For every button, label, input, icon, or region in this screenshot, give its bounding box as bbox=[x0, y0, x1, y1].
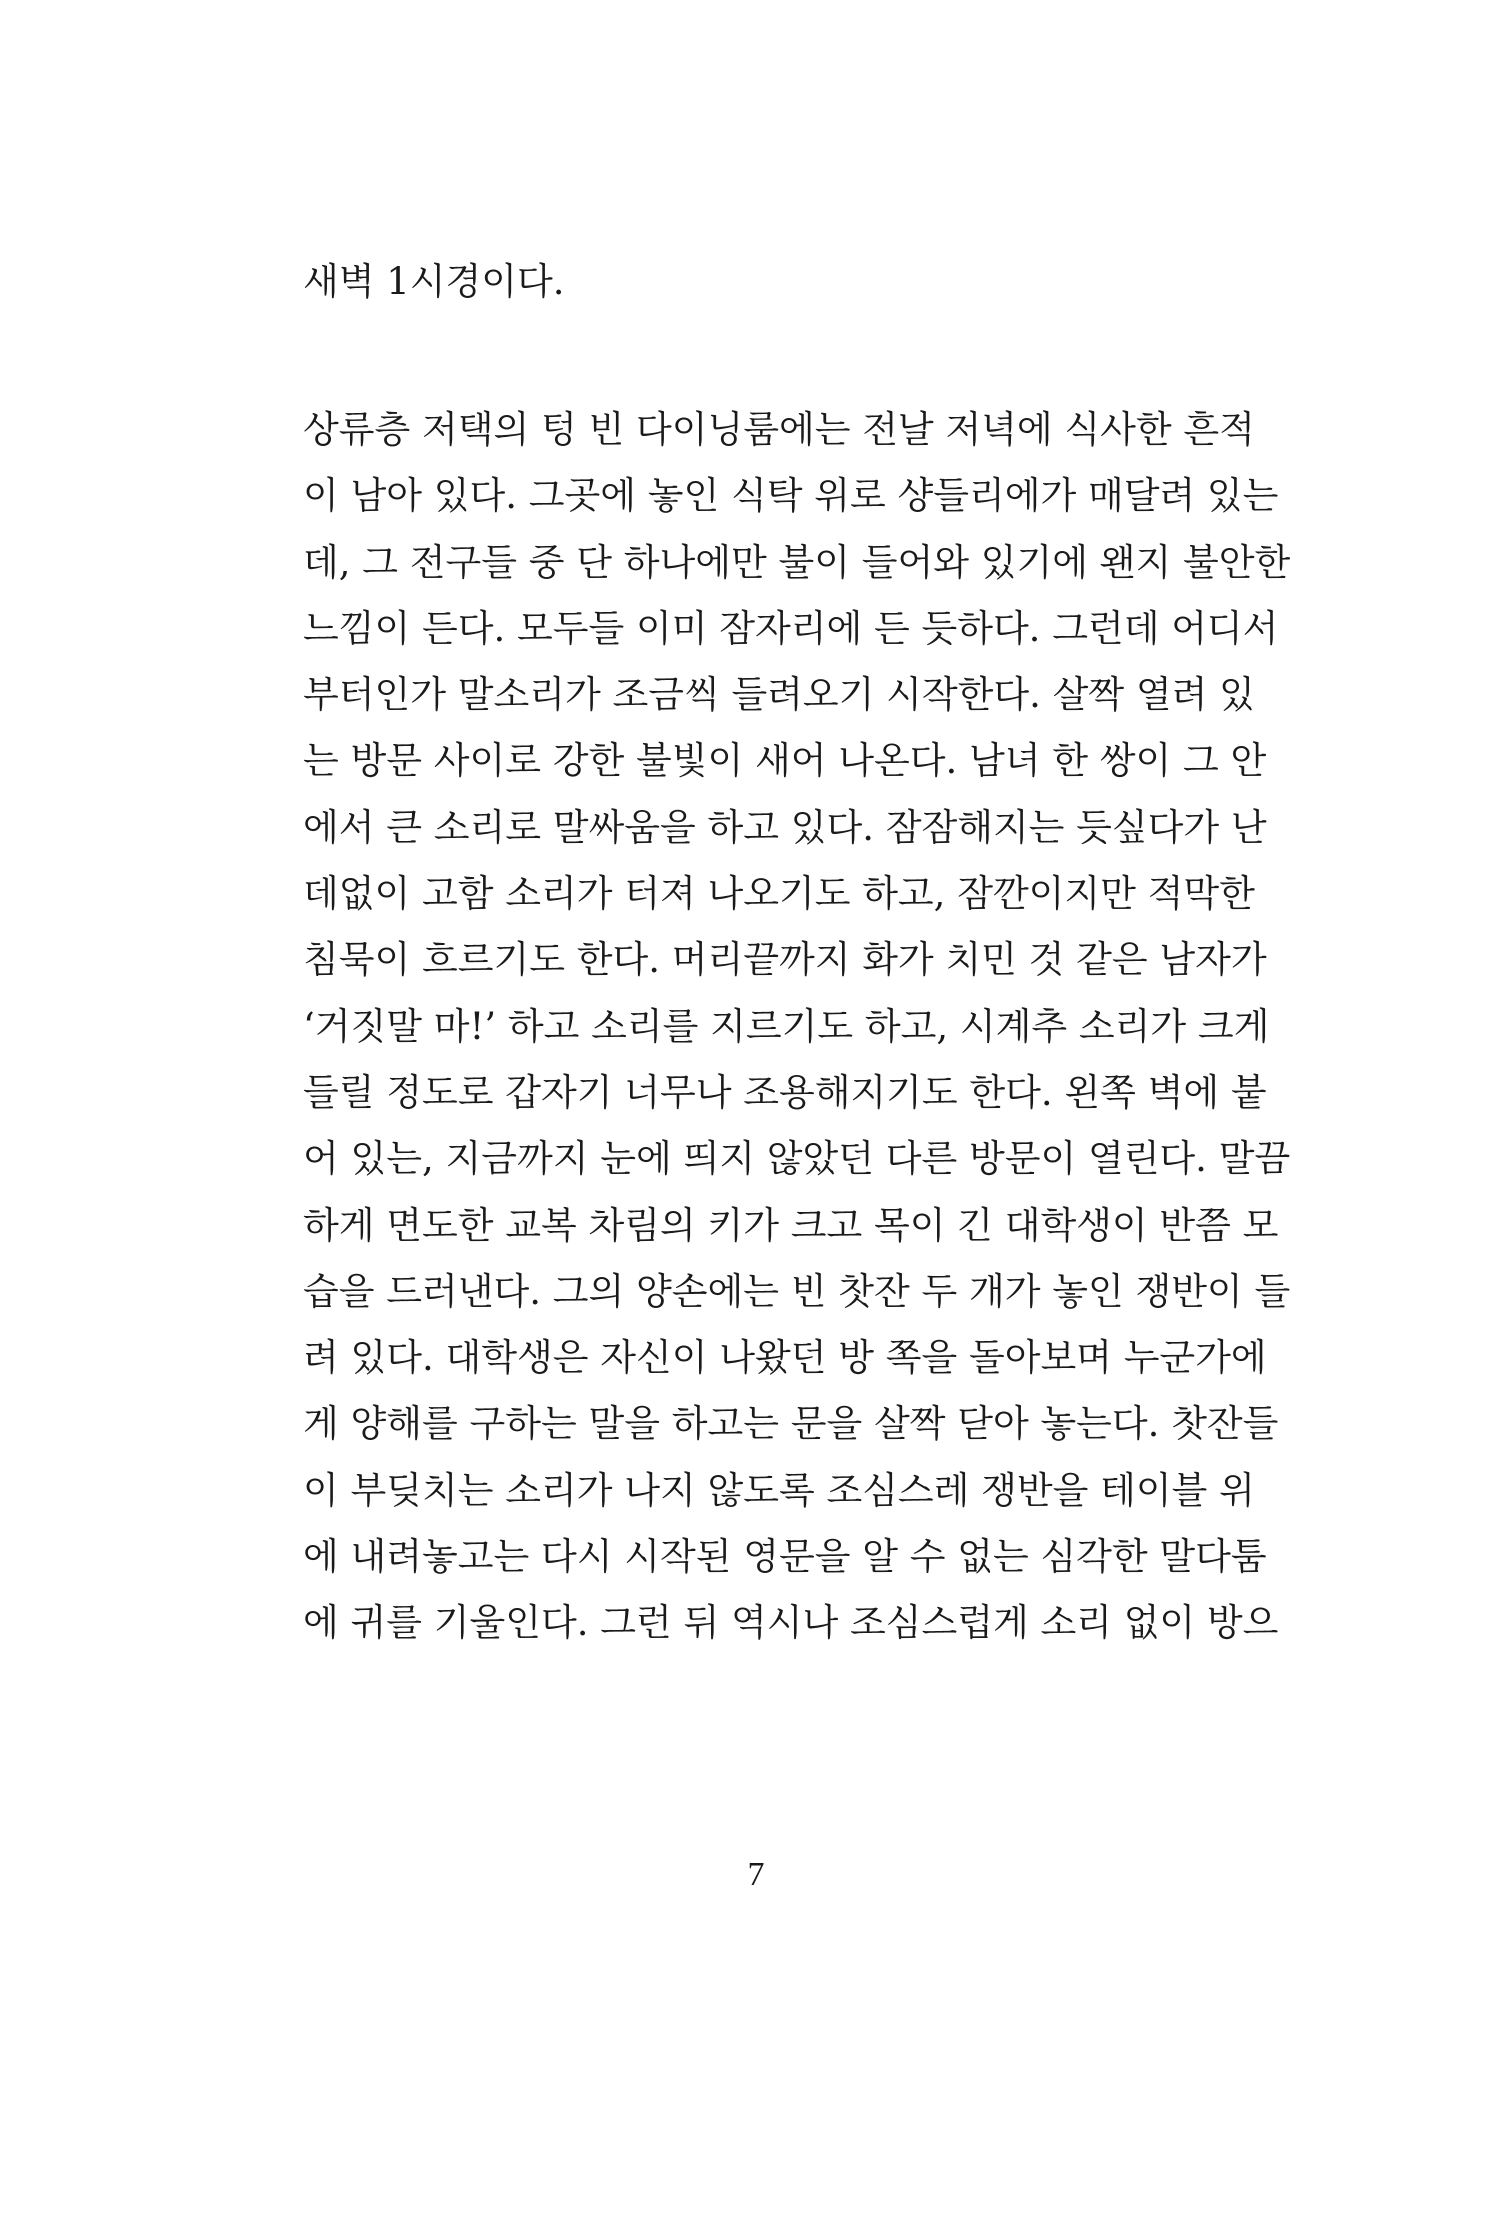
page-number: 7 bbox=[747, 1856, 765, 1893]
text-line: 게 양해를 구하는 말을 하고는 문을 살짝 닫아 놓는다. 찻잔들 bbox=[303, 1402, 1279, 1446]
text-line: 이 부딪치는 소리가 나지 않도록 조심스레 쟁반을 테이블 위 bbox=[303, 1468, 1255, 1512]
text-line: 상류층 저택의 텅 빈 다이닝룸에는 전날 저녁에 식사한 흔적 bbox=[303, 408, 1255, 451]
text-line: 에 귀를 기울인다. 그런 뒤 역시나 조심스럽게 소리 없이 방으 bbox=[303, 1601, 1279, 1645]
text-line: 하게 면도한 교복 차림의 키가 크고 목이 긴 대학생이 반쯤 모 bbox=[303, 1203, 1279, 1247]
text-line: 려 있다. 대학생은 자신이 나왔던 방 쪽을 돌아보며 누군가에 bbox=[303, 1336, 1267, 1380]
text-line: 이 남아 있다. 그곳에 놓인 식탁 위로 샹들리에가 매달려 있는 bbox=[303, 474, 1279, 518]
text-line: 침묵이 흐르기도 한다. 머리끝까지 화가 치민 것 같은 남자가 bbox=[303, 938, 1267, 982]
text-line: 에 내려놓고는 다시 시작된 영문을 알 수 없는 심각한 말다툼 bbox=[303, 1535, 1267, 1579]
opening-line: 새벽 1시경이다. bbox=[303, 260, 565, 303]
text-line: ‘거짓말 마!’ 하고 소리를 지르기도 하고, 시계추 소리가 크게 bbox=[303, 1004, 1270, 1048]
text-line: 데, 그 전구들 중 단 하나에만 불이 들어와 있기에 왠지 불안한 bbox=[303, 540, 1291, 584]
text-line: 에서 큰 소리로 말싸움을 하고 있다. 잠잠해지는 듯싶다가 난 bbox=[303, 805, 1267, 849]
body-paragraph bbox=[303, 402, 1291, 1662]
text-line: 는 방문 사이로 강한 불빛이 새어 나온다. 남녀 한 쌍이 그 안 bbox=[303, 739, 1267, 783]
text-line: 느낌이 든다. 모두들 이미 잠자리에 든 듯하다. 그런데 어디서 bbox=[303, 606, 1279, 650]
text-line: 부터인가 말소리가 조금씩 들려오기 시작한다. 살짝 열려 있 bbox=[303, 673, 1255, 717]
text-line: 어 있는, 지금까지 눈에 띄지 않았던 다른 방문이 열린다. 말끔 bbox=[303, 1137, 1291, 1181]
text-line: 데없이 고함 소리가 터져 나오기도 하고, 잠깐이지만 적막한 bbox=[303, 872, 1255, 916]
text-line: 습을 드러낸다. 그의 양손에는 빈 찻잔 두 개가 놓인 쟁반이 들 bbox=[303, 1269, 1291, 1313]
text-line: 들릴 정도로 갑자기 너무나 조용해지기도 한다. 왼쪽 벽에 붙 bbox=[303, 1070, 1267, 1114]
